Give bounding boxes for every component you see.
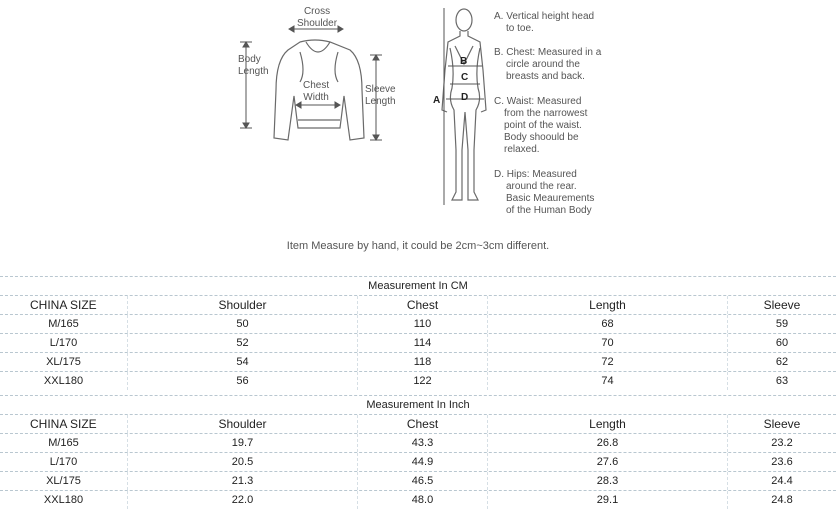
table-title: Measurement In Inch: [0, 395, 836, 414]
note-d: D. Hips: Measured around the rear. Basic Meaurements of the Human Body: [494, 169, 595, 216]
table-cell: 68: [488, 315, 728, 333]
table-cell: 70: [488, 334, 728, 352]
column-header: Sleeve: [763, 417, 801, 431]
table-cell: 46.5: [358, 472, 488, 490]
column-header: Shoulder: [128, 415, 358, 433]
table-row: [0, 314, 836, 333]
note-b: B. Chest: Measured in a circle around the breasts and back.: [494, 47, 602, 82]
table-cell: 54: [128, 353, 358, 371]
diagram-drawings: [0, 0, 836, 240]
table-cell: 28.3: [488, 472, 728, 490]
cross-shoulder-label: Cross Shoulder: [297, 6, 338, 29]
table-cell: 23.6: [771, 456, 793, 468]
table-cell: 24.4: [771, 475, 793, 487]
table-cell: 62: [775, 356, 789, 368]
table-cell: 43.3: [358, 434, 488, 452]
note-c: C. Waist: Measured from the narrowest point of the waist. Body shoould be relaxed.: [494, 96, 588, 155]
table-cell: XL/175: [0, 472, 128, 490]
table-row: [0, 433, 836, 452]
table-cell: XXL180: [0, 372, 128, 390]
body-letter-d: D: [461, 92, 469, 103]
table-cell: 27.6: [488, 453, 728, 471]
table-inch: [0, 395, 836, 509]
table-cell: L/170: [0, 334, 128, 352]
column-header: Sleeve: [763, 298, 801, 312]
body-letter-a: A: [433, 95, 441, 106]
table-cell: 63: [775, 375, 789, 387]
table-header-row: [0, 295, 836, 314]
chest-width-label: Chest Width: [303, 80, 330, 103]
body-figure: [442, 9, 486, 200]
table-cell: 56: [128, 372, 358, 390]
column-header: Chest: [358, 415, 488, 433]
column-header: Length: [488, 415, 728, 433]
table-cell: 110: [358, 315, 488, 333]
table-cell: XXL180: [0, 491, 128, 509]
table-title: Measurement In CM: [0, 276, 836, 295]
table-cell: 48.0: [358, 491, 488, 509]
table-cell: 24.8: [771, 494, 793, 506]
measure-caption: Item Measure by hand, it could be 2cm~3cm different.: [286, 240, 550, 252]
body-letter-c: C: [461, 72, 469, 83]
table-header-row: [0, 414, 836, 433]
sleeve-length-label: Sleeve Length: [365, 84, 396, 107]
note-a: A. Vertical height head to toe.: [494, 11, 595, 34]
table-cell: M/165: [0, 434, 128, 452]
table-cell: 122: [358, 372, 488, 390]
table-cell: 20.5: [128, 453, 358, 471]
table-cell: 72: [488, 353, 728, 371]
table-cell: 29.1: [488, 491, 728, 509]
table-row: [0, 490, 836, 509]
column-header: CHINA SIZE: [0, 415, 128, 433]
body-length-label: Body Length: [238, 54, 269, 77]
table-cell: 118: [358, 353, 488, 371]
column-header: Length: [488, 296, 728, 314]
table-cell: L/170: [0, 453, 128, 471]
table-cell: 26.8: [488, 434, 728, 452]
table-row: [0, 452, 836, 471]
table-cell: 21.3: [128, 472, 358, 490]
column-header: Shoulder: [128, 296, 358, 314]
column-header: Chest: [358, 296, 488, 314]
table-row: [0, 371, 836, 390]
column-header: CHINA SIZE: [0, 296, 128, 314]
table-cell: 74: [488, 372, 728, 390]
table-cell: 114: [358, 334, 488, 352]
table-row: [0, 471, 836, 490]
table-cell: M/165: [0, 315, 128, 333]
table-cell: 52: [128, 334, 358, 352]
table-cell: 60: [775, 337, 789, 349]
table-cell: 22.0: [128, 491, 358, 509]
table-cm: [0, 276, 836, 390]
table-cell: XL/175: [0, 353, 128, 371]
body-letter-b: B: [460, 56, 468, 67]
table-row: [0, 352, 836, 371]
table-cell: 23.2: [771, 437, 793, 449]
table-row: [0, 333, 836, 352]
table-cell: 19.7: [128, 434, 358, 452]
table-cell: 59: [775, 318, 789, 330]
table-cell: 44.9: [358, 453, 488, 471]
table-cell: 50: [128, 315, 358, 333]
